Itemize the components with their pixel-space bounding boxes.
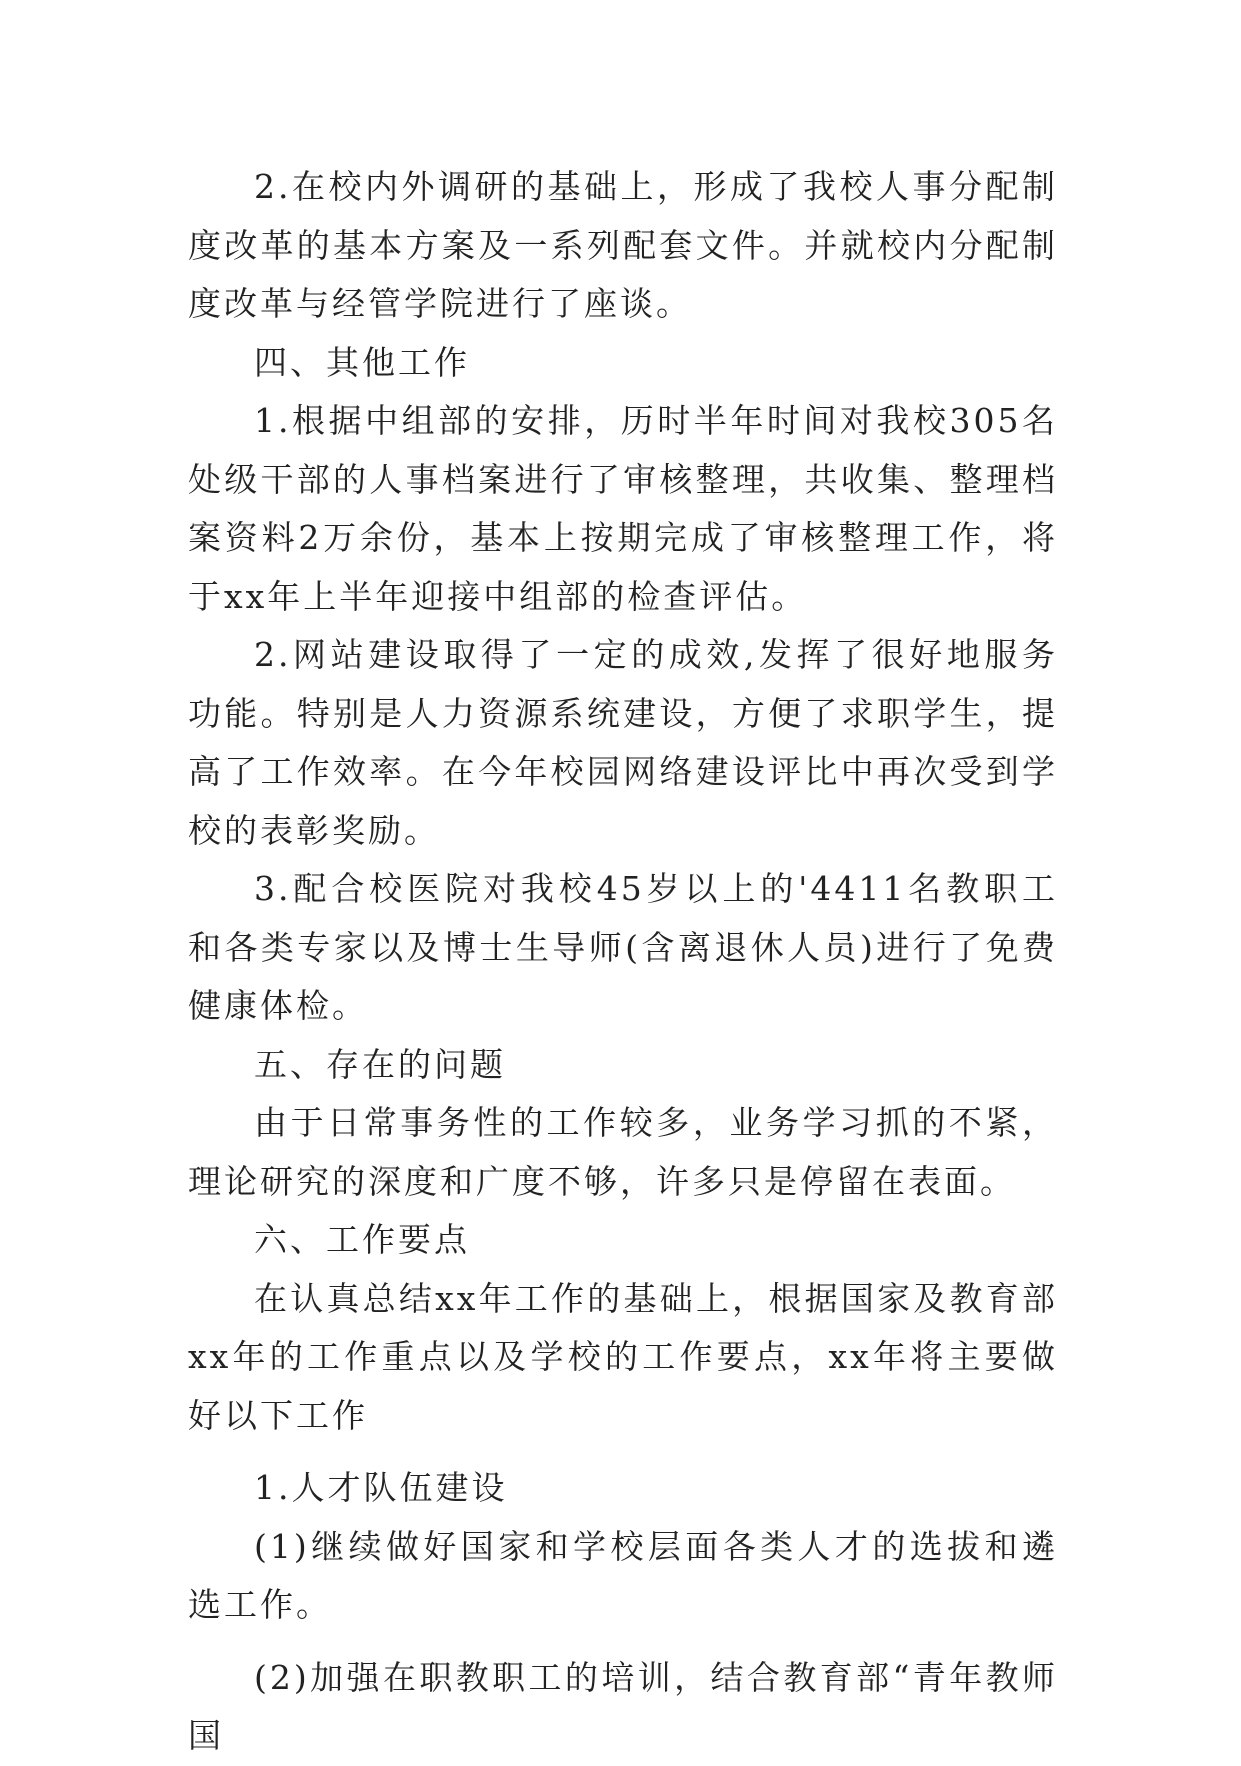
heading-talent-team: 1.人才队伍建设 (254, 1468, 508, 1507)
heading-work-points: 六、工作要点 (254, 1220, 470, 1259)
paragraph-reform-plan: 2.在校内外调研的基础上，形成了我校人事分配制度改革的基本方案及一系列配套文件。并就校内分配制度改革与经管学院进行了座谈。 (188, 167, 1058, 323)
heading-other-work: 四、其他工作 (254, 342, 470, 382)
paragraph-talent-selection: (1)继续做好国家和学校层面各类人才的选拔和遴选工作。 (188, 1526, 1058, 1624)
paragraph-archive-review: 1.根据中组部的安排，历时半年时间对我校305名处级干部的人事档案进行了审核整理，共收集、整理档案资料2万余份，基本上按期完成了审核整理工作，将于xx年上半年迎接中组部的检查评估。 (188, 401, 1058, 616)
document-body (188, 158, 1058, 1766)
heading-existing-problems: 五、存在的问题 (254, 1044, 506, 1084)
paragraph-work-summary: 在认真总结xx年工作的基础上，根据国家及教育部xx年的工作重点以及学校的工作要点，xx年将主要做好以下工作 (188, 1278, 1058, 1435)
paragraph-website-building: 2.网站建设取得了一定的成效,发挥了很好地服务功能。特别是人力资源系统建设，方便了求职学生，提高了工作效率。在今年校园网络建设评比中再次受到学校的表彰奖励。 (188, 635, 1058, 850)
paragraph-staff-training: (2)加强在职教职工的培训，结合教育部“青年教师国 (188, 1657, 1058, 1755)
paragraph-problems: 由于日常事务性的工作较多，业务学习抓的不紧，理论研究的深度和广度不够，许多只是停留在表面。 (188, 1103, 1058, 1201)
paragraph-health-checkup: 3.配合校医院对我校45岁以上的'4411名教职工和各类专家以及博士生导师(含离退休人员)进行了免费健康体检。 (188, 869, 1058, 1025)
